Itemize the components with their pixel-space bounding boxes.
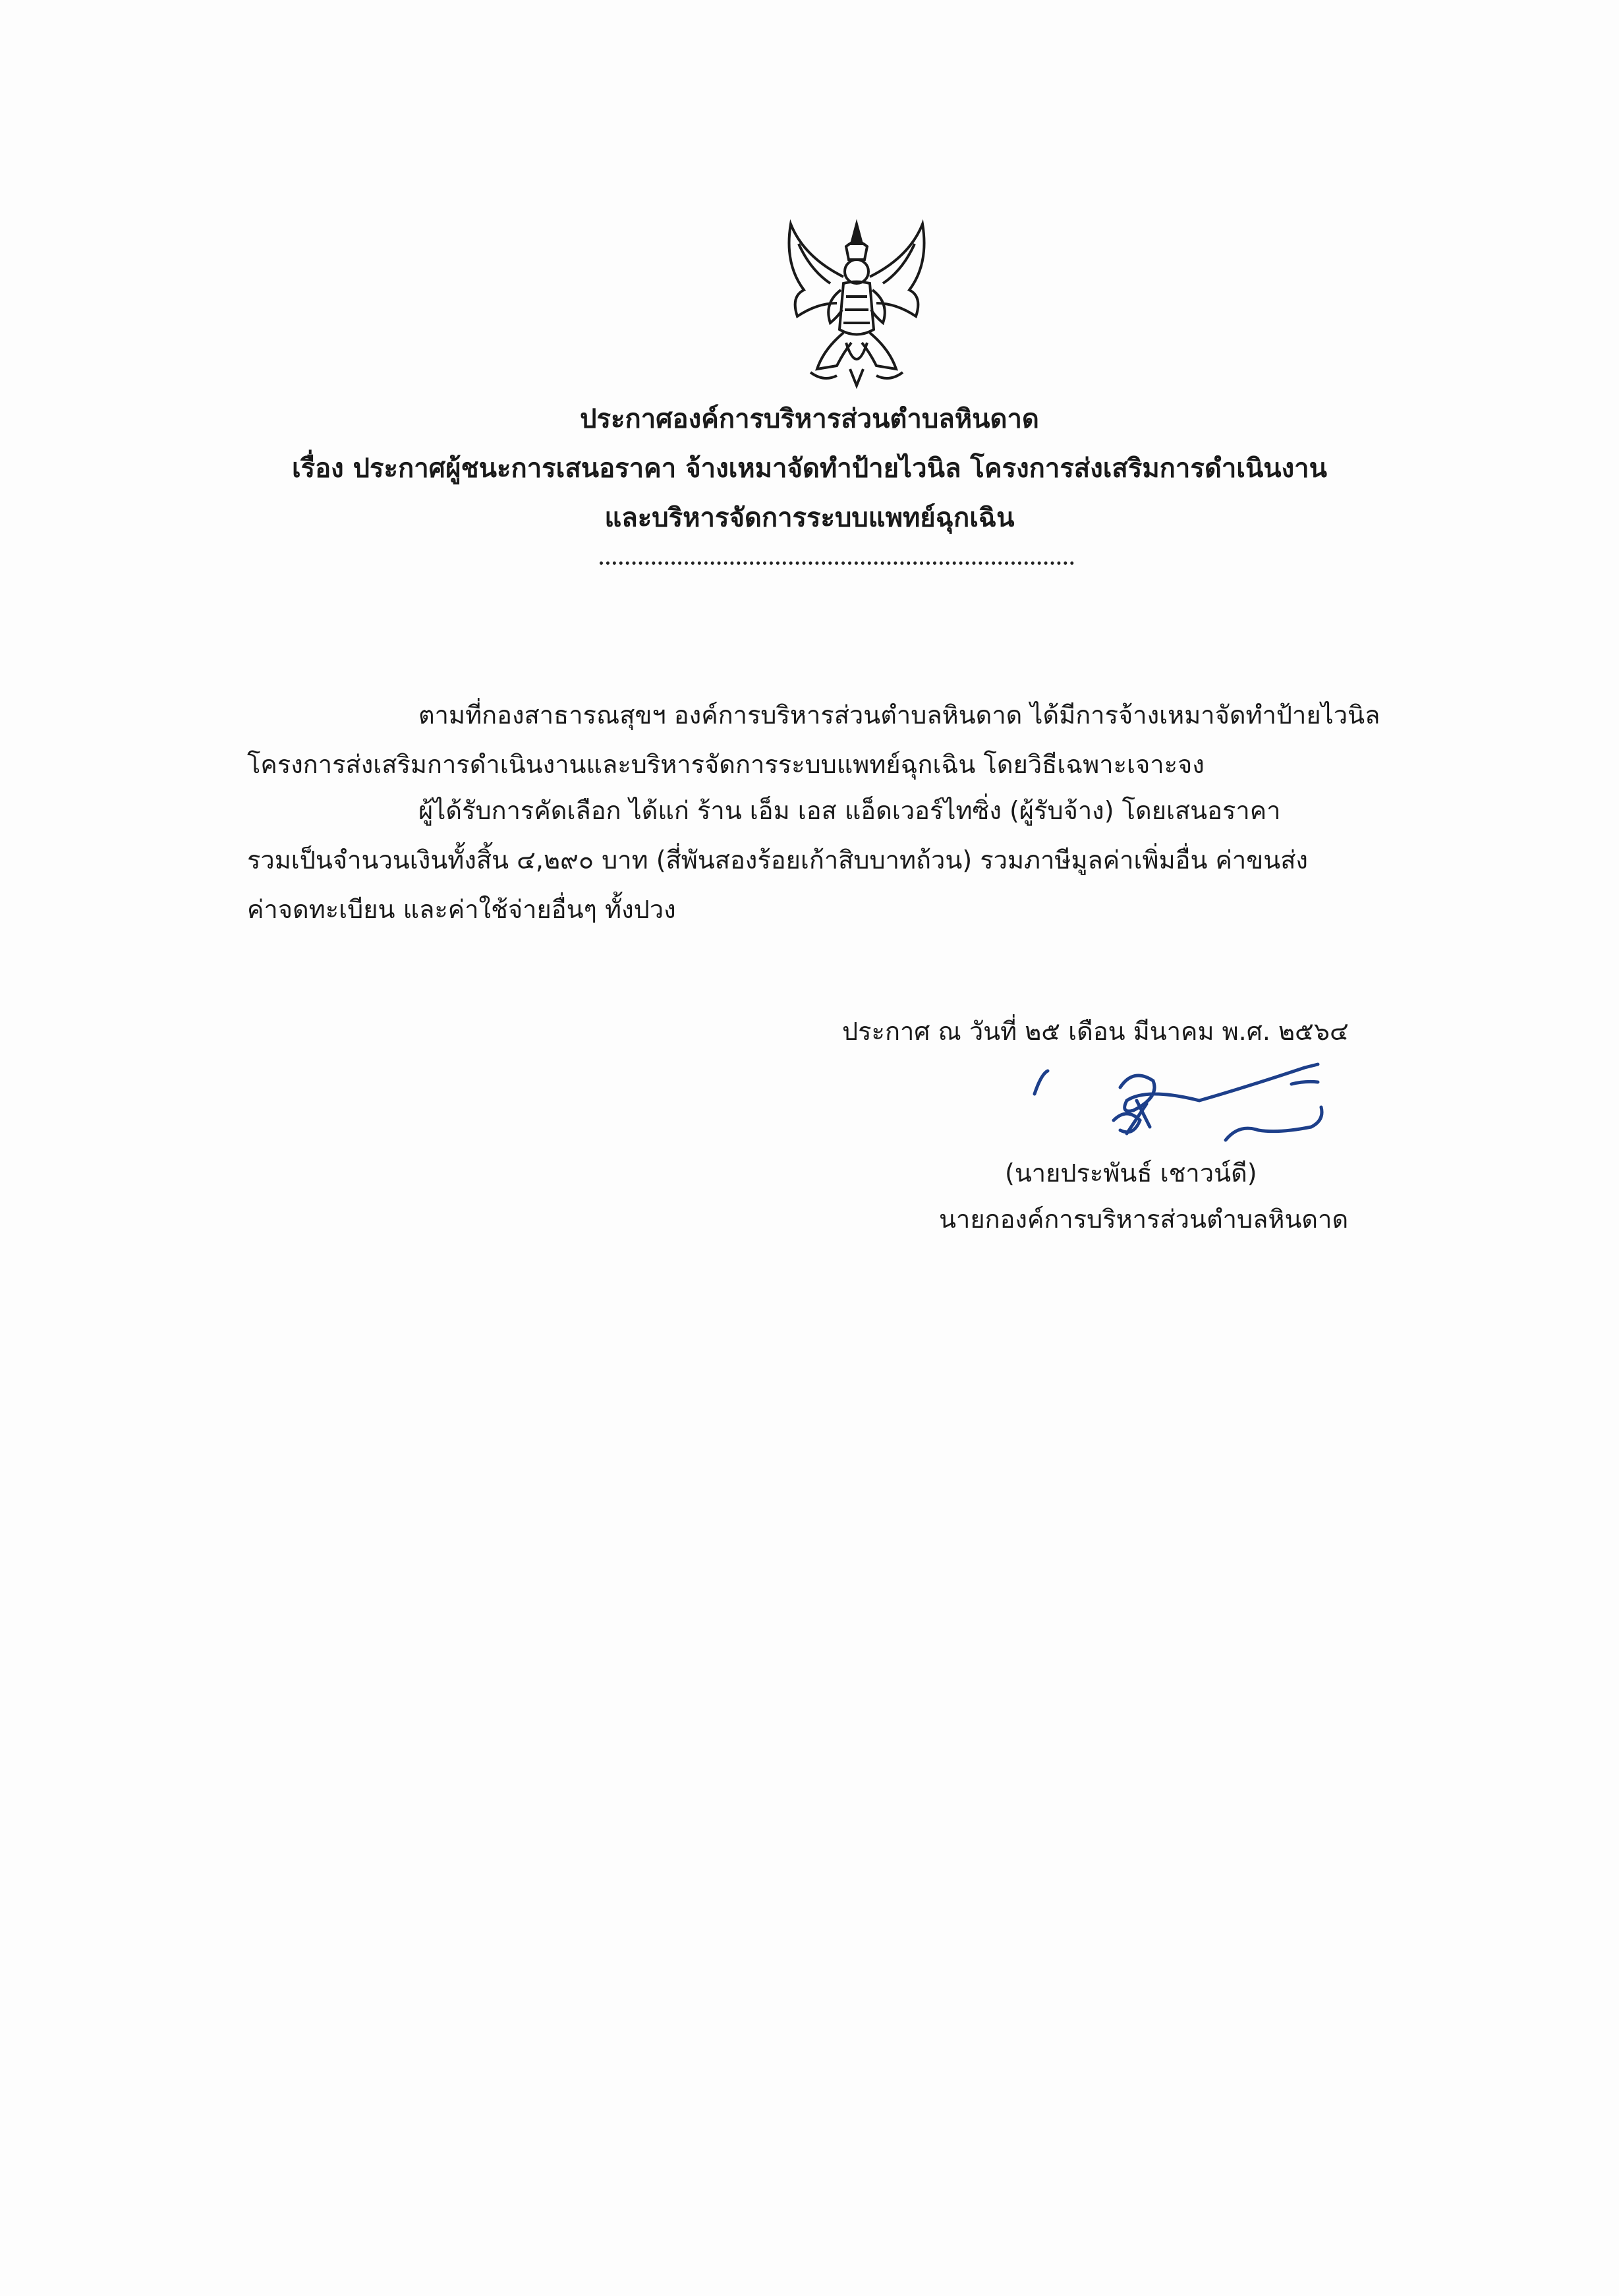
body-line-2: โครงการส่งเสริมการดำเนินงานและบริหารจัดการระบบแพทย์ฉุกเฉิน โดยวิธีเฉพาะเจาะจง <box>247 750 1205 779</box>
dotted-divider <box>600 548 1074 565</box>
body-line-3: ผู้ได้รับการคัดเลือก ได้แก่ ร้าน เอ็ม เอส แอ็ดเวอร์ไทซิ่ง (ผู้รับจ้าง) โดยเสนอราคา <box>418 796 1281 825</box>
announcement-title: ประกาศองค์การบริหารส่วนตำบลหินดาด <box>580 404 1039 434</box>
signatory-name: (นายประพันธ์ เชาวน์ดี) <box>1005 1159 1257 1188</box>
garuda-emblem-icon <box>778 217 936 389</box>
body-line-1: ตามที่กองสาธารณสุขฯ องค์การบริหารส่วนตำบลหินดาด ได้มีการจ้างเหมาจัดทำป้ายไวนิล <box>418 701 1380 730</box>
announcement-date: ประกาศ ณ วันที่ ๒๕ เดือน มีนาคม พ.ศ. ๒๕๖๔ <box>842 1017 1349 1046</box>
body-line-5: ค่าจดทะเบียน และค่าใช้จ่ายอื่นๆ ทั้งปวง <box>247 895 676 924</box>
handwritten-signature-icon <box>1028 1048 1357 1153</box>
signatory-title: นายกองค์การบริหารส่วนตำบลหินดาด <box>939 1205 1349 1234</box>
body-line-4: รวมเป็นจำนวนเงินทั้งสิ้น ๔,๒๙๐ บาท (สี่พันสองร้อยเก้าสิบบาทถ้วน) รวมภาษีมูลค่าเพิ่มอื่น ค่าขนส่ง <box>247 846 1308 875</box>
announcement-subject: เรื่อง ประกาศผู้ชนะการเสนอราคา จ้างเหมาจัดทำป้ายไวนิล โครงการส่งเสริมการดำเนินงาน <box>292 453 1327 484</box>
announcement-subject-continued: และบริหารจัดการระบบแพทย์ฉุกเฉิน <box>604 503 1015 533</box>
